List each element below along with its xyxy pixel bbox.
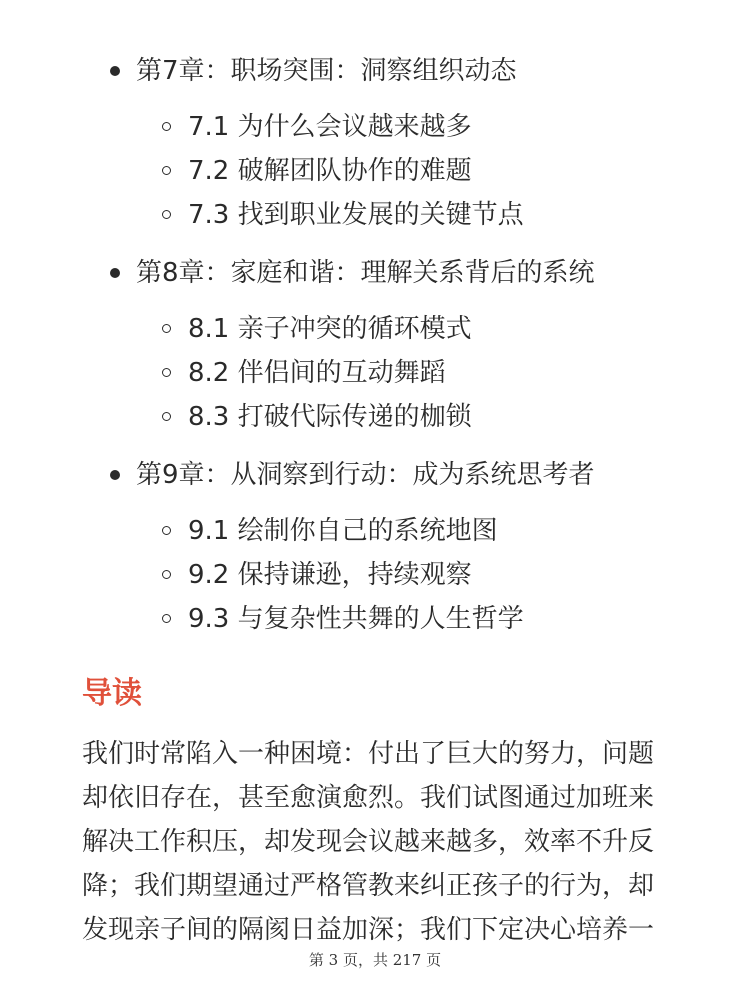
page-number-footer: 第 3 页，共 217 页: [308, 951, 442, 969]
section-title: 9.1 绘制你自己的系统地图: [188, 516, 498, 546]
bullet-circle-icon: [162, 210, 171, 219]
section-title: 8.2 伴侣间的互动舞蹈: [188, 358, 446, 388]
section-title: 7.1 为什么会议越来越多: [188, 112, 472, 142]
bullet-dot-icon: [110, 470, 120, 480]
chapter-title: 第8章：家庭和谐：理解关系背后的系统: [136, 258, 595, 288]
paragraph-line: 却依旧存在，甚至愈演愈烈。我们试图通过加班来: [82, 783, 655, 813]
section-title: 7.3 找到职业发展的关键节点: [188, 200, 524, 230]
bullet-circle-icon: [162, 368, 171, 377]
chapter-title: 第9章：从洞察到行动：成为系统思考者: [136, 460, 595, 490]
bullet-circle-icon: [162, 526, 171, 535]
bullet-circle-icon: [162, 122, 171, 131]
bullet-circle-icon: [162, 324, 171, 333]
bullet-circle-icon: [162, 166, 171, 175]
chapter-title: 第7章：职场突围：洞察组织动态: [136, 56, 517, 86]
section-heading: 导读: [82, 676, 142, 711]
section-title: 9.3 与复杂性共舞的人生哲学: [188, 604, 524, 634]
bullet-circle-icon: [162, 412, 171, 421]
bullet-circle-icon: [162, 614, 171, 623]
section-title: 8.1 亲子冲突的循环模式: [188, 314, 472, 344]
paragraph-line: 我们时常陷入一种困境：付出了巨大的努力，问题: [82, 739, 655, 769]
bullet-circle-icon: [162, 570, 171, 579]
paragraph-line: 发现亲子间的隔阂日益加深；我们下定决心培养一: [82, 915, 655, 945]
section-title: 7.2 破解团队协作的难题: [188, 156, 472, 186]
bullet-dot-icon: [110, 268, 120, 278]
section-title: 9.2 保持谦逊，持续观察: [188, 560, 472, 590]
bullet-dot-icon: [110, 66, 120, 76]
section-title: 8.3 打破代际传递的枷锁: [188, 402, 472, 432]
paragraph-line: 降；我们期望通过严格管教来纠正孩子的行为，却: [82, 871, 655, 901]
paragraph-line: 解决工作积压，却发现会议越来越多，效率不升反: [82, 827, 655, 857]
intro-paragraph: [82, 732, 682, 952]
